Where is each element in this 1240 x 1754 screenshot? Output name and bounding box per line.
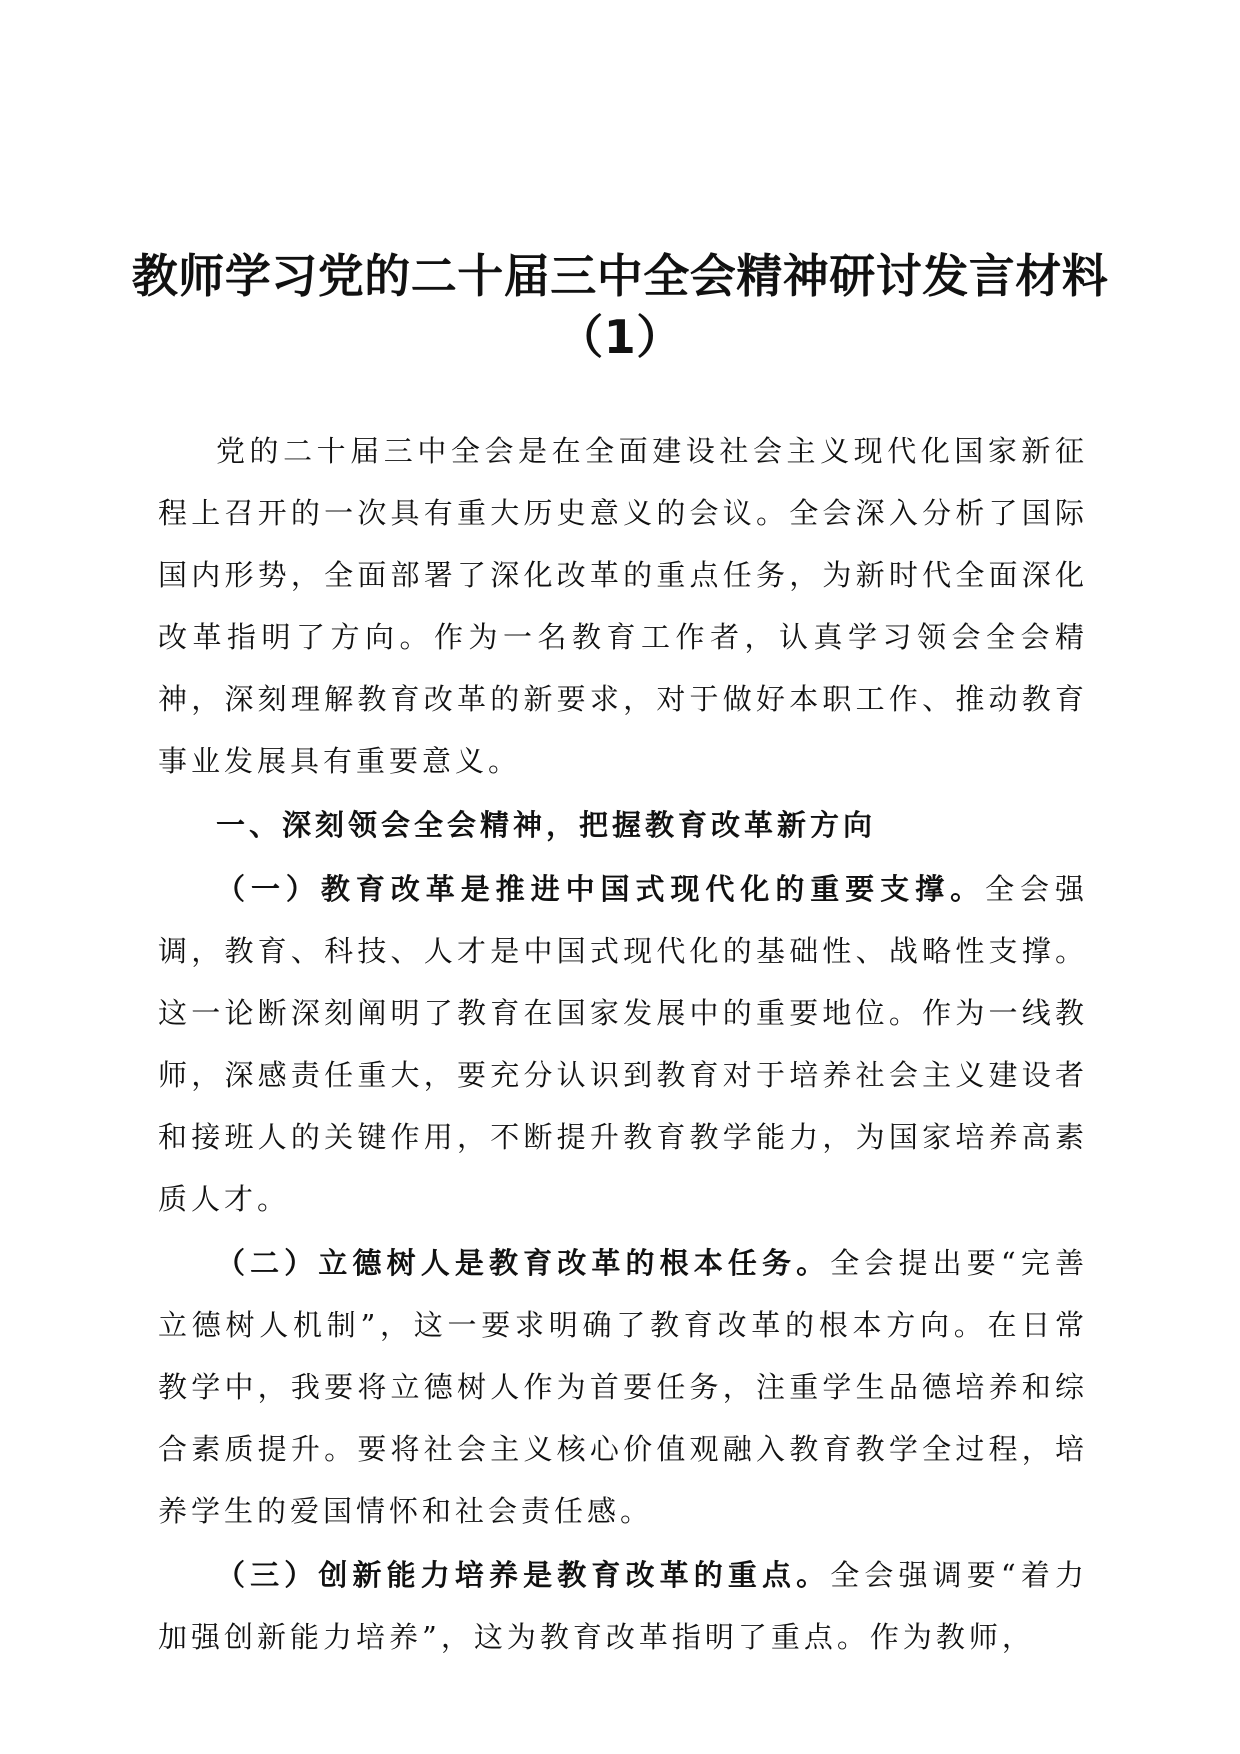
document-title: 教师学习党的二十届三中全会精神研讨发言材料（1） <box>131 249 1109 364</box>
item-lead-1: （一）教育改革是推进中国式现代化的重要支撑。 <box>216 872 986 906</box>
item-paragraph-2 <box>158 1232 1088 1542</box>
item-lead-3: （三）创新能力培养是教育改革的重点。 <box>216 1558 831 1592</box>
section-heading: 一、深刻领会全会精神，把握教育改革新方向 <box>216 808 877 842</box>
item-paragraph-3 <box>158 1544 1088 1668</box>
item-text-3: 全会强调要“着力加强创新能力培养”，这为教育改革指明了重点。作为教师， <box>158 1558 1088 1654</box>
intro-paragraph: 党的二十届三中全会是在全面建设社会主义现代化国家新征程上召开的一次具有重大历史意义的会议。全会深入分析了国际国内形势，全面部署了深化改革的重点任务，为新时代全面深化改革指明了方向。作为一名教育工作者，认真学习领会全会精神，深刻理解教育改革的新要求，对于做好本职工作、推动教育事业发展具有重要意义。 <box>158 434 1088 778</box>
item-text-1: 全会强调，教育、科技、人才是中国式现代化的基础性、战略性支撑。这一论断深刻阐明了教育在国家发展中的重要地位。作为一线教师，深感责任重大，要充分认识到教育对于培养社会主义建设者和接班人的关键作用，不断提升教育教学能力，为国家培养高素质人才。 <box>158 872 1088 1216</box>
document-body <box>158 420 1088 1670</box>
item-paragraph-1 <box>158 858 1088 1230</box>
item-lead-2: （二）立德树人是教育改革的根本任务。 <box>216 1246 831 1280</box>
item-text-2: 全会提出要“完善立德树人机制”，这一要求明确了教育改革的根本方向。在日常教学中，我要将立德树人作为首要任务，注重学生品德培养和综合素质提升。要将社会主义核心价值观融入教育教学全过程，培养学生的爱国情怀和社会责任感。 <box>158 1246 1088 1528</box>
